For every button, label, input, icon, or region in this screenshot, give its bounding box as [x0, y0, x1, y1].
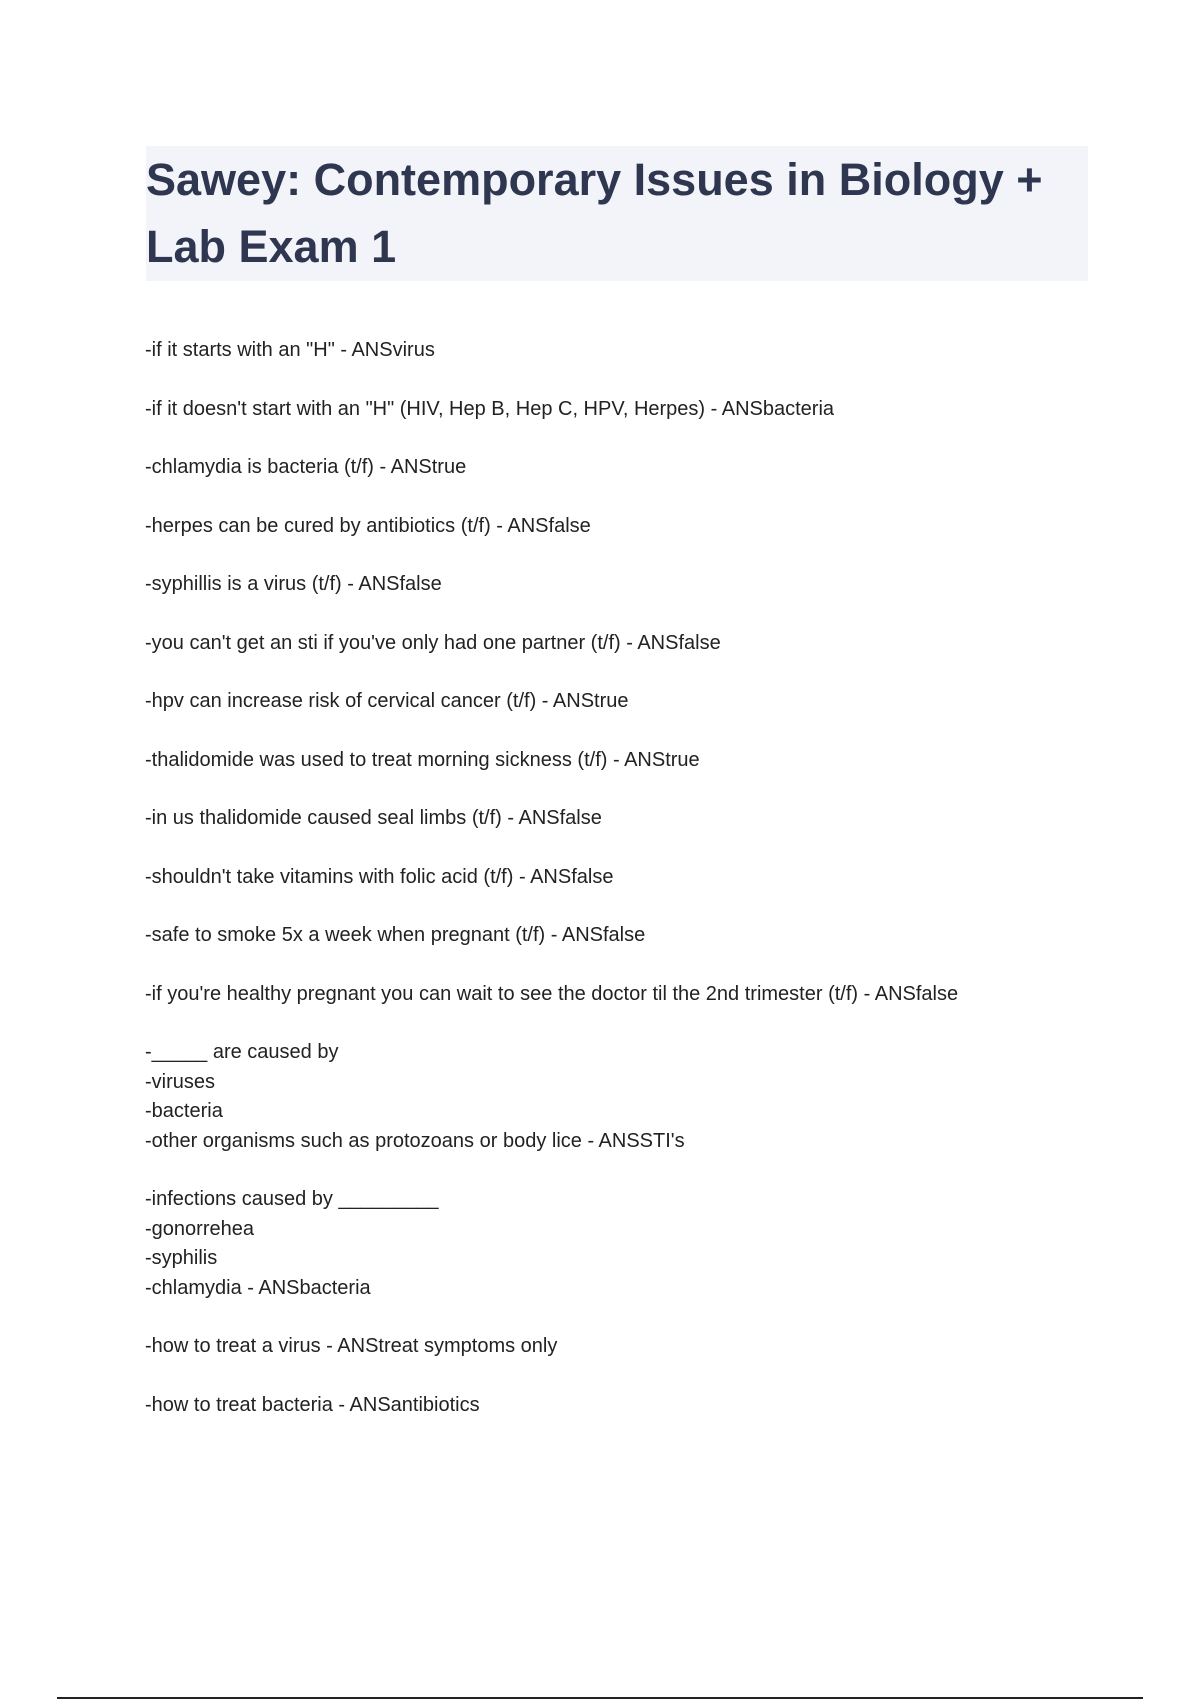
qa-item: -safe to smoke 5x a week when pregnant (t/f) - ANSfalse: [145, 924, 646, 946]
qa-item: -infections caused by _________ -gonorrehea -syphilis -chlamydia - ANSbacteria: [145, 1188, 439, 1299]
qa-item: -how to treat bacteria - ANSantibiotics: [145, 1393, 480, 1416]
qa-item: -you can't get an sti if you've only had one partner (t/f) - ANSfalse: [145, 631, 721, 654]
qa-item: -in us thalidomide caused seal limbs (t/f) - ANSfalse: [145, 807, 602, 829]
qa-list: [145, 336, 1105, 1449]
qa-item: -herpes can be cured by antibiotics (t/f) - ANSfalse: [145, 514, 591, 537]
qa-item: -if it starts with an "H" - ANSvirus: [145, 339, 435, 361]
page-footer-rule: [57, 1697, 1143, 1699]
qa-item: -chlamydia is bacteria (t/f) - ANStrue: [145, 456, 467, 478]
qa-item: -if you're healthy pregnant you can wait to see the doctor til the 2nd trimester (t/f) - ANSfalse: [145, 982, 959, 1005]
qa-item: -shouldn't take vitamins with folic acid (t/f) - ANSfalse: [145, 865, 614, 888]
qa-item: -thalidomide was used to treat morning sickness (t/f) - ANStrue: [145, 748, 700, 771]
qa-item: -syphillis is a virus (t/f) - ANSfalse: [145, 573, 442, 595]
qa-item: -_____ are caused by -viruses -bacteria -other organisms such as protozoans or body lice - ANSSTI's: [145, 1041, 685, 1152]
title-block: [146, 146, 1088, 281]
qa-item: -how to treat a virus - ANStreat symptoms only: [145, 1335, 558, 1357]
document-title: Sawey: Contemporary Issues in Biology + Lab Exam 1: [146, 154, 1043, 272]
qa-item: -hpv can increase risk of cervical cancer (t/f) - ANStrue: [145, 690, 629, 712]
qa-item: -if it doesn't start with an "H" (HIV, Hep B, Hep C, HPV, Herpes) - ANSbacteria: [145, 397, 835, 420]
